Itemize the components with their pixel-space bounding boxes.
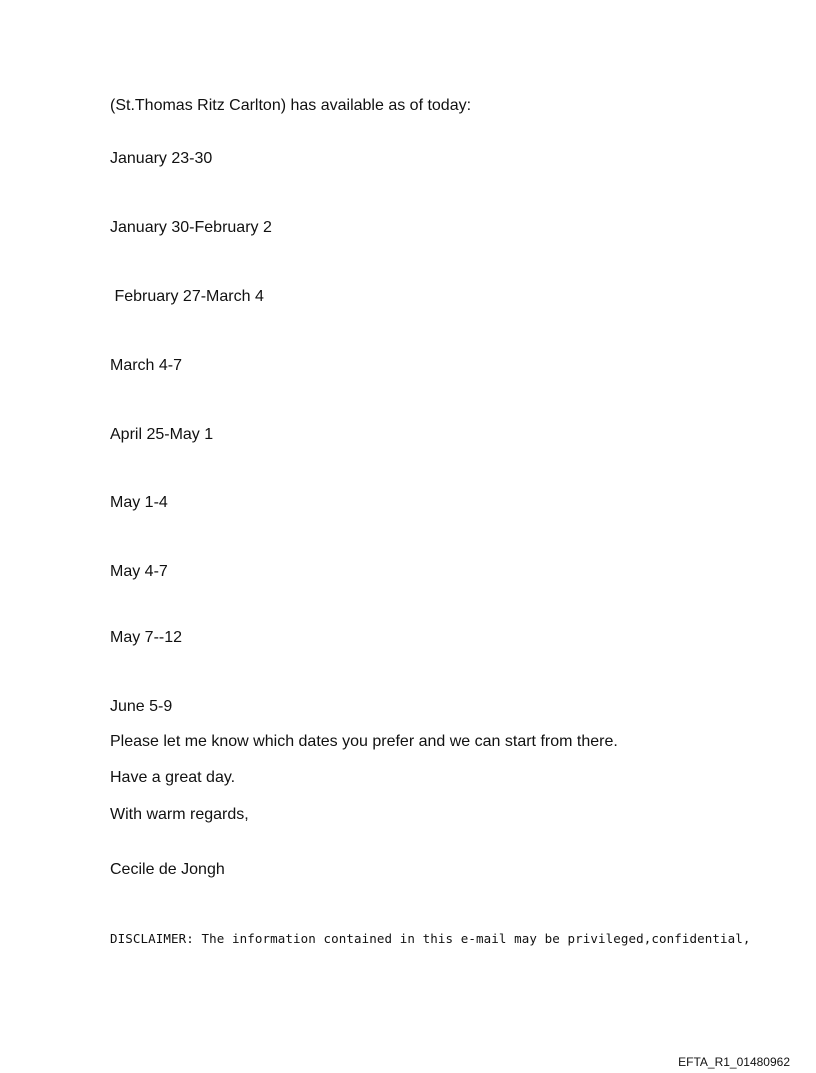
date-item: June 5-9 <box>110 698 173 715</box>
date-item: May 1-4 <box>110 494 168 511</box>
closing-line: With warm regards, <box>110 806 249 823</box>
greeting-line: Have a great day. <box>110 769 236 786</box>
date-item: February 27-March 4 <box>110 288 264 305</box>
disclaimer-text: DISCLAIMER: The information contained in this e-mail may be privileged,confidential, <box>110 931 751 946</box>
date-item: January 23-30 <box>110 150 213 167</box>
date-item: May 4-7 <box>110 563 168 580</box>
date-item: March 4-7 <box>110 357 183 374</box>
request-line: Please let me know which dates you prefer and we can start from there. <box>110 733 618 750</box>
date-item: January 30-February 2 <box>110 219 272 236</box>
date-item: April 25-May 1 <box>110 426 214 443</box>
document-id: EFTA_R1_01480962 <box>678 1055 790 1069</box>
signature-name: Cecile de Jongh <box>110 861 225 878</box>
intro-line: (St.Thomas Ritz Carlton) has available as of today: <box>110 97 472 114</box>
date-item: May 7--12 <box>110 629 183 646</box>
